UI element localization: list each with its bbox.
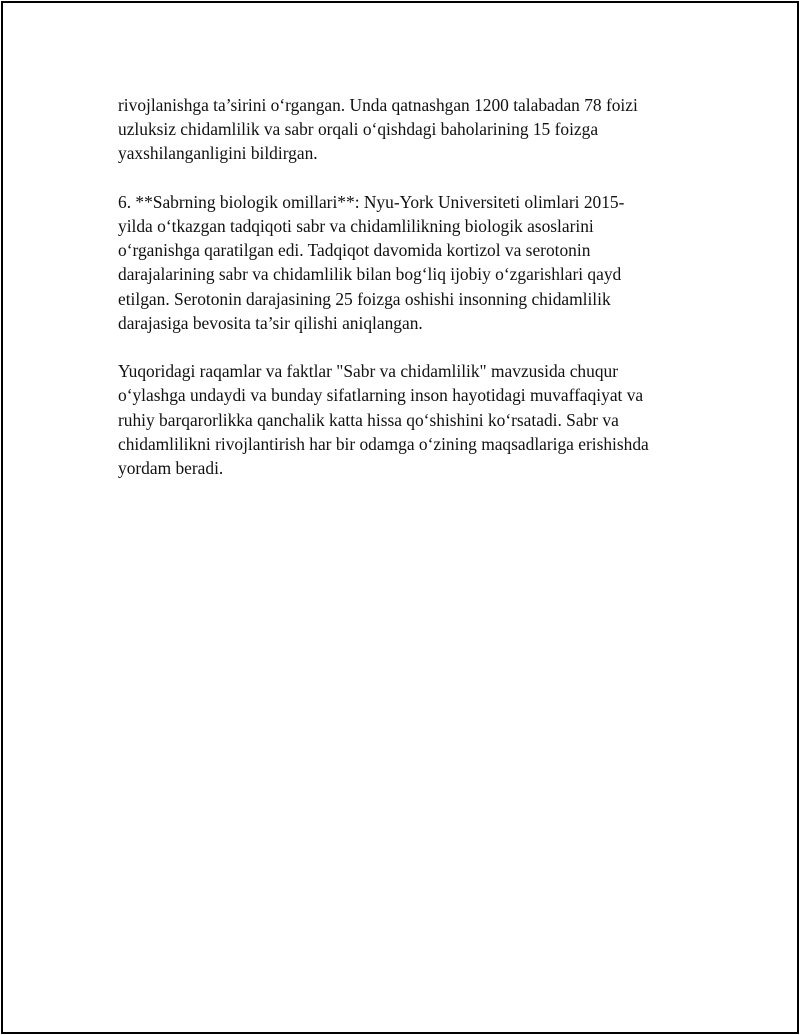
paragraph-study-results: rivojlanishga ta’sirini o‘rgangan. Unda qatnashgan 1200 talabadan 78 foizi uzluksiz chidamlilik va sabr orqali o‘qishdagi baholarining 15 foizga yaxshilanganligini bildirgan. [118, 95, 638, 164]
paragraph-biological-factors: 6. **Sabrning biologik omillari**: Nyu-York Universiteti olimlari 2015- yilda o‘tkazgan tadqiqoti sabr va chidamlilikning biologik asoslarini o‘rganishga qaratilgan edi. Tadqiqot davomida kortizol va serotonin darajalarining sabr va chidamlilik bilan bog‘liq ijobiy o‘zgarishlari qayd etilgan. Serotonin darajasining 25 foizga oshishi insonning chidamlilik darajasiga bevosita ta’sir qilishi aniqlangan. [118, 191, 625, 333]
paragraph-conclusion: Yuqoridagi raqamlar va faktlar "Sabr va chidamlilik" mavzusida chuqur o‘ylashga undaydi va bunday sifatlarning inson hayotidagi muvaffaqiyat va ruhiy barqarorlikka qanchalik katta hissa qo‘shishini ko‘rsatadi. Sabr va chidamlilikni rivojlantirish har bir odamga o‘zining maqsadlariga erishishda yordam beradi. [118, 361, 649, 479]
document-body [118, 93, 698, 504]
